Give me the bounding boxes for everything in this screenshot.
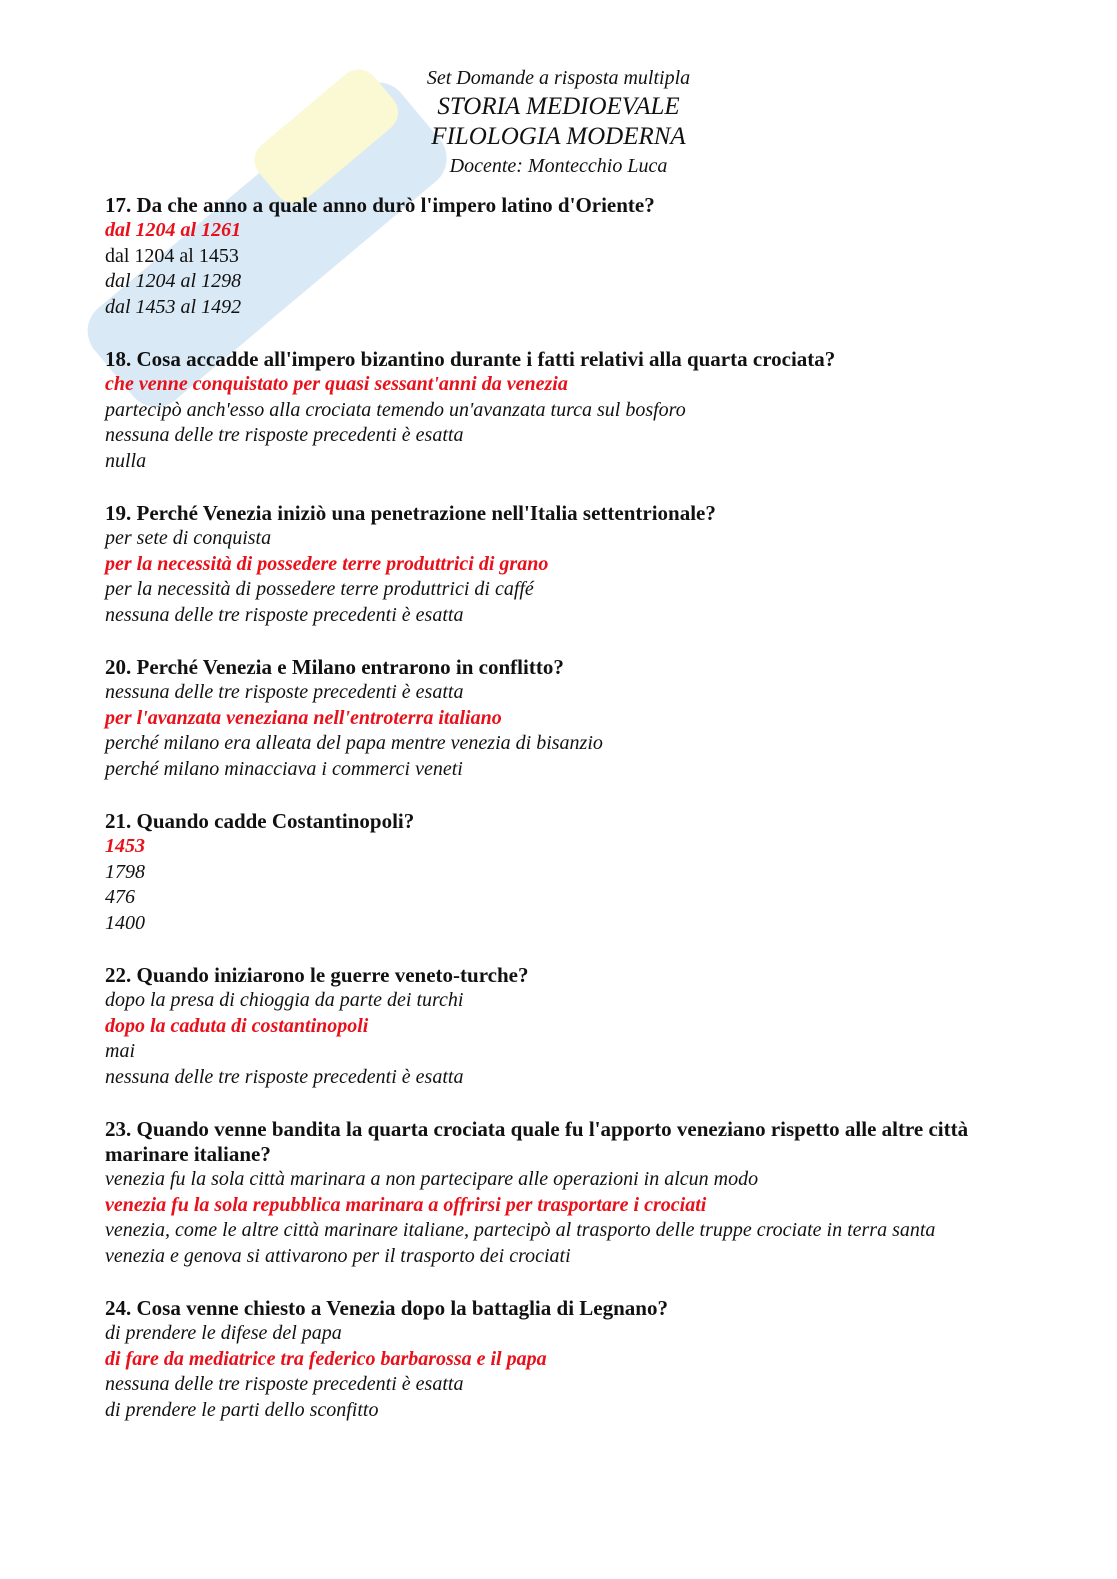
question-title: 17. Da che anno a quale anno durò l'impero latino d'Oriente?: [105, 193, 655, 217]
answer-correct: venezia fu la sola repubblica marinara a offrirsi per trasportare i crociati: [105, 1193, 707, 1216]
question-21: [105, 809, 1005, 936]
answer-correct: che venne conquistato per quasi sessant'anni da venezia: [105, 373, 568, 395]
answer-option: nessuna delle tre risposte precedenti è esatta: [105, 603, 464, 626]
question-title: 24. Cosa venne chiesto a Venezia dopo la battaglia di Legnano?: [105, 1296, 668, 1320]
question-title: 23. Quando venne bandita la quarta crociata quale fu l'apporto veneziano rispetto alle altre città marinare italiane?: [105, 1117, 969, 1166]
question-list: [105, 193, 1005, 1450]
answer-option: nessuna delle tre risposte precedenti è esatta: [105, 1065, 464, 1088]
header-subtitle: Set Domande a risposta multipla: [426, 67, 691, 89]
answer-correct: 1453: [105, 835, 145, 857]
answer-option: di prendere le parti dello sconfitto: [105, 1398, 379, 1421]
answer-option: 476: [105, 886, 135, 908]
answer-correct: per la necessità di possedere terre produttrici di grano: [105, 552, 549, 575]
answer-option: venezia e genova si attivarono per il trasporto dei crociati: [105, 1244, 571, 1267]
answer-option: venezia, come le altre città marinare italiane, partecipò al trasporto delle truppe crociate in terra santa: [105, 1219, 936, 1241]
header-teacher: Docente: Montecchio Luca: [449, 155, 668, 177]
question-24: [105, 1296, 1005, 1423]
answer-option: nessuna delle tre risposte precedenti è esatta: [105, 424, 464, 446]
answer-option: dal 1204 al 1298: [105, 270, 242, 292]
answer-correct: dopo la caduta di costantinopoli: [105, 1014, 369, 1037]
question-23: [105, 1117, 1005, 1269]
answer-option: perché milano minacciava i commerci veneti: [105, 757, 463, 780]
answer-option: dal 1204 al 1453: [105, 244, 239, 267]
question-19: [105, 501, 1005, 628]
document-header: [0, 64, 1117, 180]
header-course-2: FILOLOGIA MODERNA: [431, 123, 686, 150]
answer-option: nessuna delle tre risposte precedenti è esatta: [105, 681, 464, 703]
answer-option: 1798: [105, 860, 145, 883]
answer-option: nessuna delle tre risposte precedenti è esatta: [105, 1373, 464, 1395]
question-title: 18. Cosa accadde all'impero bizantino durante i fatti relativi alla quarta crociata?: [105, 347, 836, 371]
answer-option: di prendere le difese del papa: [105, 1322, 342, 1344]
answer-option: 1400: [105, 911, 145, 934]
header-course-1: STORIA MEDIOEVALE: [437, 93, 680, 120]
answer-option: dopo la presa di chioggia da parte dei turchi: [105, 989, 464, 1011]
answer-option: mai: [105, 1040, 135, 1062]
question-title: 20. Perché Venezia e Milano entrarono in conflitto?: [105, 655, 564, 679]
answer-correct: per l'avanzata veneziana nell'entroterra italiano: [105, 706, 502, 729]
answer-correct: di fare da mediatrice tra federico barbarossa e il papa: [105, 1347, 547, 1370]
question-22: [105, 963, 1005, 1090]
question-title: 21. Quando cadde Costantinopoli?: [105, 809, 415, 833]
question-17: [105, 193, 1005, 320]
question-title: 22. Quando iniziarono le guerre veneto-turche?: [105, 963, 529, 987]
question-18: [105, 347, 1005, 474]
answer-correct: dal 1204 al 1261: [105, 219, 242, 241]
answer-option: per sete di conquista: [105, 527, 272, 549]
answer-option: nulla: [105, 449, 147, 472]
question-title: 19. Perché Venezia iniziò una penetrazione nell'Italia settentrionale?: [105, 501, 716, 525]
answer-option: perché milano era alleata del papa mentre venezia di bisanzio: [105, 732, 603, 754]
answer-option: venezia fu la sola città marinara a non partecipare alle operazioni in alcun modo: [105, 1168, 759, 1190]
answer-option: dal 1453 al 1492: [105, 295, 242, 318]
question-20: [105, 655, 1005, 782]
answer-option: per la necessità di possedere terre produttrici di caffé: [105, 578, 534, 600]
answer-option: partecipò anch'esso alla crociata temendo un'avanzata turca sul bosforo: [105, 398, 686, 421]
